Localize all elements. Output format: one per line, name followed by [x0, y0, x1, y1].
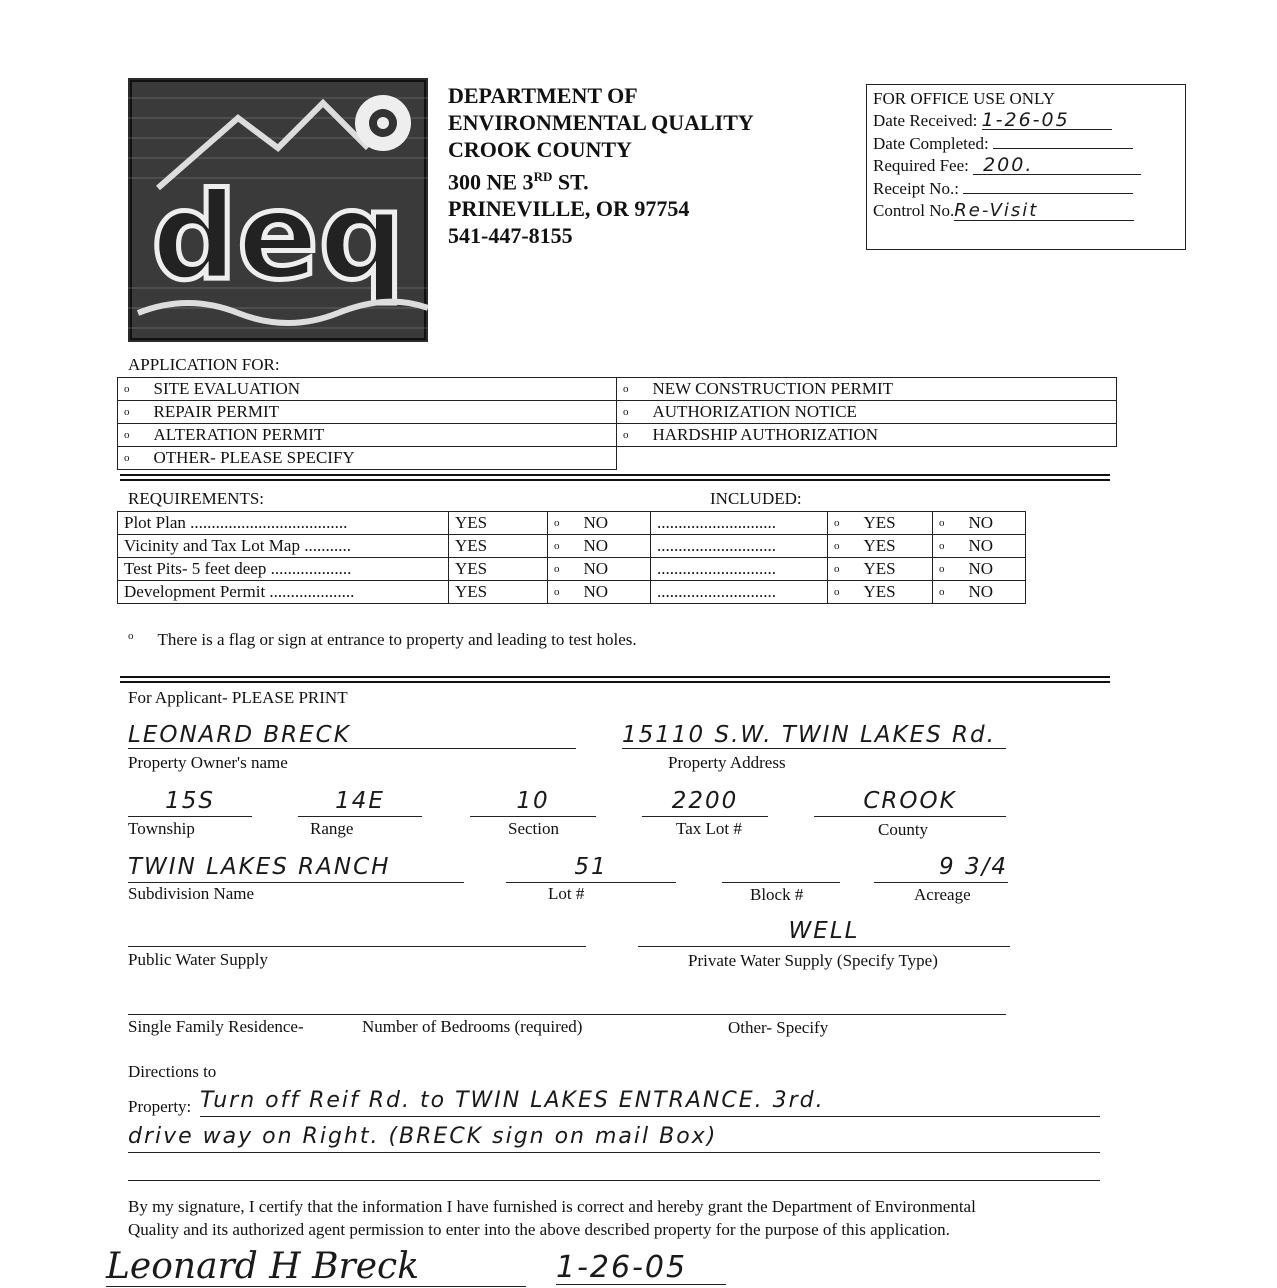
inc-yes[interactable]: $^o$ YES — [828, 558, 933, 581]
app-option-authorization[interactable]: $^o$ AUTHORIZATION NOTICE — [617, 401, 1117, 424]
org-line-1: DEPARTMENT OF — [448, 83, 638, 108]
subdivision-label: Subdivision Name — [128, 884, 255, 903]
single-family-label: Single Family Residence- — [128, 1017, 304, 1036]
residence-line[interactable] — [128, 990, 1006, 1015]
req-label: Test Pits- 5 feet deep ................... — [118, 558, 449, 581]
org-line-3: CROOK COUNTY — [448, 137, 632, 162]
inc-yes[interactable]: $^o$ YES — [828, 535, 933, 558]
req-label: Development Permit .................... — [118, 581, 449, 604]
office-use-title: FOR OFFICE USE ONLY — [873, 89, 1056, 108]
inc-yes[interactable]: $^o$ YES — [828, 512, 933, 535]
application-title: APPLICATION FOR: — [128, 355, 280, 374]
county-label: County — [878, 820, 929, 839]
public-water-field[interactable] — [128, 918, 586, 947]
tax-lot-label: Tax Lot # — [676, 819, 742, 838]
range-label: Range — [310, 819, 354, 838]
app-option-new-construction[interactable]: $^o$ NEW CONSTRUCTION PERMIT — [617, 378, 1117, 401]
section-label: Section — [508, 819, 559, 838]
directions-line-1[interactable]: Turn off Reif Rd. to TWIN LAKES ENTRANCE. 3rd. — [200, 1088, 1100, 1117]
section-field[interactable]: 10 — [470, 788, 596, 817]
inc-no[interactable]: $^o$ NO — [933, 581, 1026, 604]
lot-field[interactable]: 51 — [506, 854, 676, 883]
receipt-field[interactable] — [963, 177, 1133, 194]
included-title: INCLUDED: — [710, 489, 802, 508]
acreage-label: Acreage — [914, 885, 971, 904]
block-field[interactable] — [722, 854, 840, 883]
inc-no[interactable]: $^o$ NO — [933, 558, 1026, 581]
other-specify-label: Other- Specify — [728, 1018, 829, 1037]
app-option-repair[interactable]: $^o$ REPAIR PERMIT — [118, 401, 617, 424]
directions-line-3[interactable] — [128, 1156, 1100, 1181]
directions-label: Directions to — [128, 1062, 217, 1081]
owner-name-field[interactable]: LEONARD BRECK — [128, 722, 576, 749]
date-completed-label: Date Completed: — [873, 134, 989, 153]
acreage-field[interactable]: 9 3/4 — [874, 854, 1008, 883]
req-no[interactable]: $^o$ NO — [548, 581, 651, 604]
req-row — [118, 512, 1026, 535]
directions-line-2[interactable]: drive way on Right. (BRECK sign on mail Box) — [128, 1124, 1100, 1153]
req-yes[interactable]: YES — [449, 535, 548, 558]
bedrooms-label: Number of Bedrooms (required) — [362, 1017, 583, 1036]
applicant-title: For Applicant- PLEASE PRINT — [128, 688, 348, 707]
lot-label: Lot # — [548, 884, 585, 903]
required-fee-value[interactable]: 200. — [973, 156, 1141, 175]
org-line-4: 300 NE 3RD ST. — [448, 169, 589, 195]
block-label: Block # — [750, 885, 804, 904]
app-option-alteration[interactable]: $^o$ ALTERATION PERMIT — [118, 424, 617, 447]
req-yes[interactable]: YES — [449, 512, 548, 535]
tax-lot-field[interactable]: 2200 — [642, 788, 768, 817]
inc-no[interactable]: $^o$ NO — [933, 535, 1026, 558]
date-received-value[interactable]: 1-26-05 — [982, 111, 1112, 130]
date-completed-field[interactable] — [993, 132, 1133, 149]
property-label: Property: — [128, 1097, 192, 1116]
office-use-box — [866, 84, 1186, 250]
property-address-label: Property Address — [668, 753, 786, 772]
req-row — [118, 581, 1026, 604]
req-no[interactable]: $^o$ NO — [548, 535, 651, 558]
private-water-field[interactable]: WELL — [638, 918, 1010, 947]
req-included-dots: ............................ — [651, 558, 828, 581]
req-included-dots: ............................ — [651, 512, 828, 535]
receipt-label: Receipt No.: — [873, 179, 959, 198]
owner-name-label: Property Owner's name — [128, 753, 288, 772]
subdivision-field[interactable]: TWIN LAKES RANCH — [128, 854, 464, 883]
signature[interactable]: Leonard H Breck — [106, 1246, 526, 1287]
township-field[interactable]: 15S — [128, 788, 252, 817]
control-value[interactable]: Re-Visit — [954, 202, 1134, 221]
property-address-field[interactable]: 15110 S.W. TWIN LAKES Rd. — [622, 722, 1006, 749]
certify-line-1: By my signature, I certify that the information I have furnished is correct and hereby grant the Department of Environmental — [128, 1197, 976, 1216]
req-row — [118, 535, 1026, 558]
divider-1 — [120, 474, 1110, 481]
org-line-6: 541-447-8155 — [448, 223, 573, 249]
private-water-label: Private Water Supply (Specify Type) — [688, 951, 938, 970]
req-included-dots: ............................ — [651, 535, 828, 558]
deq-logo — [128, 78, 428, 342]
range-field[interactable]: 14E — [298, 788, 422, 817]
req-label: Plot Plan ..................................... — [118, 512, 449, 535]
app-option-hardship[interactable]: $^o$ HARDSHIP AUTHORIZATION — [617, 424, 1117, 447]
date-received-label: Date Received: — [873, 111, 978, 130]
required-fee-label: Required Fee: — [873, 156, 969, 175]
inc-yes[interactable]: $^o$ YES — [828, 581, 933, 604]
requirements-title: REQUIREMENTS: — [128, 489, 264, 508]
certify-line-2: Quality and its authorized agent permission to enter into the above described property for the purpose of this application. — [128, 1220, 950, 1239]
divider-2 — [120, 676, 1110, 683]
county-field[interactable]: CROOK — [814, 788, 1006, 817]
req-no[interactable]: $^o$ NO — [548, 558, 651, 581]
org-line-2: ENVIRONMENTAL QUALITY — [448, 110, 754, 135]
signature-date[interactable]: 1-26-05 — [556, 1250, 726, 1285]
app-empty-cell — [617, 447, 1117, 470]
public-water-label: Public Water Supply — [128, 950, 268, 969]
requirements-table — [117, 511, 1026, 604]
control-label: Control No. — [873, 201, 955, 220]
svg-text:deq: deq — [151, 168, 405, 307]
org-header — [448, 82, 754, 249]
req-yes[interactable]: YES — [449, 581, 548, 604]
flag-note[interactable]: $^o$ There is a flag or sign at entrance to property and leading to test holes. — [128, 630, 637, 649]
req-row — [118, 558, 1026, 581]
req-label: Vicinity and Tax Lot Map ........... — [118, 535, 449, 558]
org-line-5: PRINEVILLE, OR 97754 — [448, 196, 690, 222]
inc-no[interactable]: $^o$ NO — [933, 512, 1026, 535]
req-no[interactable]: $^o$ NO — [548, 512, 651, 535]
application-table — [117, 377, 1117, 470]
req-included-dots: ............................ — [651, 581, 828, 604]
township-label: Township — [128, 819, 195, 838]
app-option-other[interactable]: $^o$ OTHER- PLEASE SPECIFY — [118, 447, 617, 470]
app-option-site-evaluation[interactable]: $^o$ SITE EVALUATION — [118, 378, 617, 401]
req-yes[interactable]: YES — [449, 558, 548, 581]
